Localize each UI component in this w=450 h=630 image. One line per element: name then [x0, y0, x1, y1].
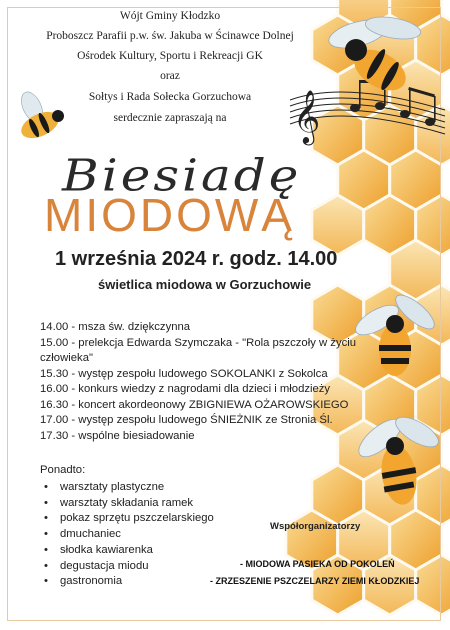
- organizer-line: serdecznie zapraszają na: [113, 112, 227, 124]
- organizer-line: Proboszcz Parafii p.w. św. Jakuba w Ścinawce Dolnej: [46, 30, 294, 42]
- bee-icon: [10, 85, 68, 147]
- extras-item: • gastronomia: [40, 574, 214, 590]
- extras-item: • warsztaty składania ramek: [40, 496, 214, 512]
- program-item: 16.00 - konkurs wiedzy z nagrodami dla dzieci i młodzieży: [40, 383, 331, 395]
- program-list: [40, 320, 380, 444]
- program-item: 15.00 - prelekcja Edwarda Szymczaka - "Rola pszczoły w życiu człowieka": [40, 336, 357, 364]
- svg-text:𝄞: 𝄞: [293, 89, 321, 143]
- bee-icon: [318, 12, 433, 112]
- program-item: 17.00 - występ zespołu ludowego ŚNIEŻNIK ze Stronia Śl.: [40, 414, 333, 426]
- title-script: Biesiadę: [62, 150, 302, 202]
- extras-heading: Ponadto:: [40, 464, 86, 476]
- organizer-line: Sołtys i Rada Sołecka Gorzuchowa: [88, 91, 252, 103]
- coorganizers-heading: Współorganizatorzy: [270, 521, 361, 532]
- extras-item: • pokaz sprzętu pszczelarskiego: [40, 511, 214, 527]
- extras-item: • warsztaty plastyczne: [40, 480, 214, 496]
- program-item: 14.00 - msza św. dziękczynna: [40, 321, 191, 333]
- title-main: MIODOWĄ: [44, 189, 295, 241]
- program-item: 15.30 - występ zespołu ludowego SOKOLANKI z Sokolca: [40, 367, 328, 380]
- extras-list: [40, 480, 214, 590]
- coorganizer-item: - ZRZESZENIE PSZCZELARZY ZIEMI KŁODZKIEJ: [210, 576, 420, 586]
- event-date: 1 września 2024 r. godz. 14.00: [55, 248, 338, 270]
- organizer-line: oraz: [160, 70, 180, 82]
- extras-item: • słodka kawiarenka: [40, 543, 214, 559]
- extras-item: • dmuchaniec: [40, 527, 214, 543]
- program-item: 16.30 - koncert akordeonowy ZBIGNIEWA OŻAROWSKIEGO: [40, 398, 349, 411]
- event-venue: świetlica miodowa w Gorzuchowie: [98, 277, 312, 292]
- program-item: 17.30 - wspólne biesiadowanie: [40, 429, 195, 442]
- bee-icon: [355, 410, 443, 515]
- bee-icon: [355, 290, 440, 385]
- extras-item: • degustacja miodu: [40, 559, 214, 575]
- coorganizer-item: - MIODOWA PASIEKA OD POKOLEŃ: [240, 559, 395, 569]
- organizer-line: Wójt Gminy Kłodzko: [119, 10, 221, 22]
- organizer-line: Ośrodek Kultury, Sportu i Rekreacji GK: [77, 50, 263, 62]
